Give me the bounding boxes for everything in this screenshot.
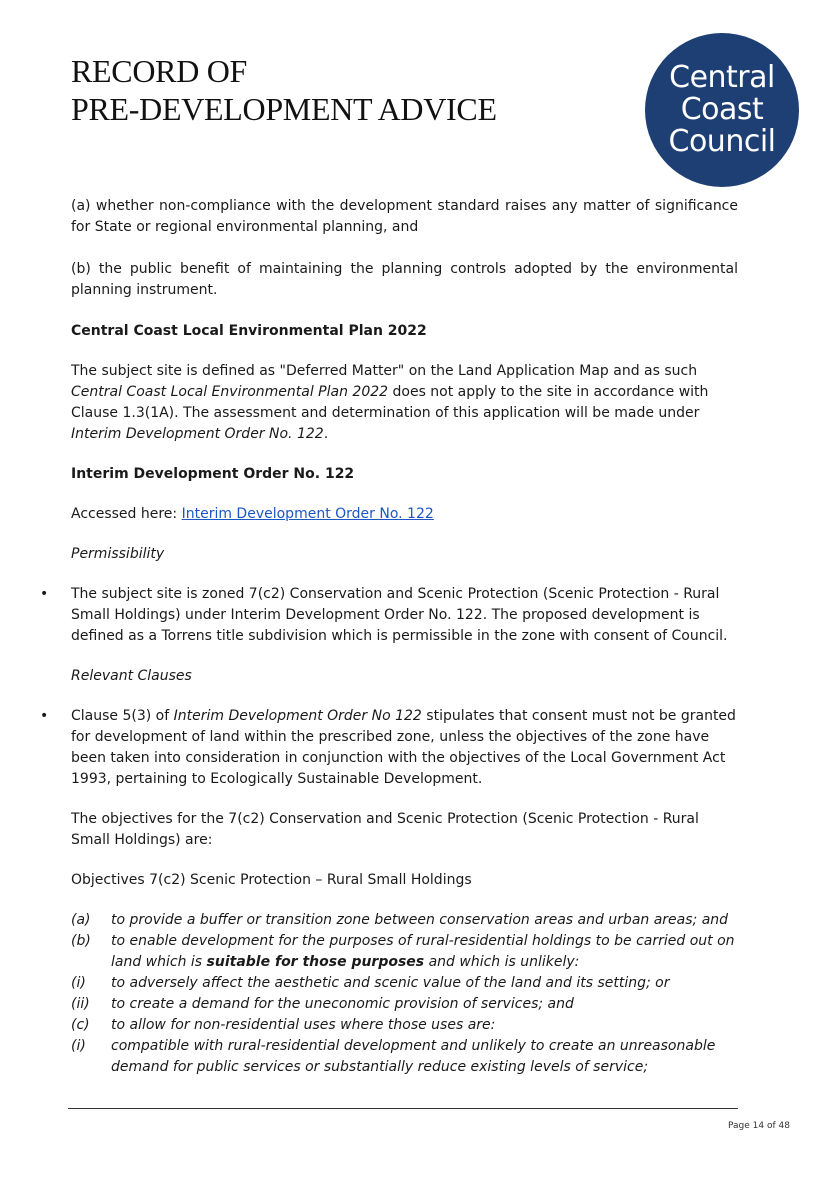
council-logo [645,33,799,187]
bullet-icon: • [40,708,49,724]
lep-text-2: does not apply to the site in accordance with Clause 1.3(1A). The assessment and determination of this application will be made under [71,384,709,421]
ido-link[interactable]: Interim Development Order No. 122 [181,506,434,522]
list-text: to allow for non-residential uses where those uses are: [111,1017,496,1033]
clause-ido-name: Interim Development Order No 122 [173,708,422,724]
clause-text-pre: Clause 5(3) of [71,708,174,724]
lep-paragraph [71,361,738,445]
bullet-zoning-text: The subject site is zoned 7(c2) Conservation and Scenic Protection (Scenic Protection - Rural Small Holdings) under Interim Development Order No. 122. The proposed development is defined as a Torrens title subdivision which is permissible in the zone with consent of Council. [71,586,728,644]
objectives-intro: The objectives for the 7(c2) Conservation and Scenic Protection (Scenic Protection - Rural Small Holdings) are: [71,811,699,848]
list-item [71,931,738,973]
list-label: (a) [71,912,91,928]
footer-divider [68,1108,738,1109]
list-label: (i) [71,975,86,991]
list-label: (i) [71,1038,86,1054]
page-number: Page 14 of 48 [728,1121,790,1131]
heading-lep: Central Coast Local Environmental Plan 2022 [71,323,427,339]
lep-plan-name: Central Coast Local Environmental Plan 2022 [71,384,389,400]
list-item [71,994,738,1015]
document-body [40,196,738,1078]
list-text: to provide a buffer or transition zone between conservation areas and urban areas; and [111,912,729,928]
list-text: to adversely affect the aesthetic and scenic value of the land and its setting; or [111,975,670,991]
objectives-list [71,910,738,1078]
list-label: (c) [71,1017,90,1033]
bullet-zoning [40,584,738,647]
lep-text-3: . [323,426,329,442]
lep-text-1: The subject site is defined as "Deferred Matter" on the Land Application Map and as such [71,363,698,379]
relevant-clauses-heading: Relevant Clauses [71,668,192,684]
list-text: to create a demand for the uneconomic provision of services; and [111,996,574,1012]
bullet-icon: • [40,586,49,602]
clause-text-post: stipulates that consent must not be granted for development of land within the prescribed zone, unless the objectives of the zone have been taken into consideration in conjunction with the objectives of the Local Government Act 1993, pertaining to Ecologically Sustainable Development. [71,708,736,787]
accessed-label: Accessed here: [71,506,182,522]
title-line-1: RECORD OF [71,53,248,89]
lep-ido-name: Interim Development Order No. 122 [71,426,324,442]
document-title [71,52,497,128]
paragraph-a: (a) whether non-compliance with the development standard raises any matter of significance for State or regional environmental planning, and [71,198,738,235]
list-text-bold: suitable for those purposes [206,954,425,970]
objectives-title: Objectives 7(c2) Scenic Protection – Rural Small Holdings [71,872,472,888]
list-text: and which is unlikely: [424,954,580,970]
bullet-clause [40,706,738,790]
bullet-clause-text [71,706,738,790]
list-text: to enable development for the purposes of rural-residential holdings to be carried out on land which is [111,933,735,970]
logo-line-3: Council [668,124,776,159]
list-item [71,1036,738,1078]
list-text: compatible with rural-residential development and unlikely to create an unreasonable demand for public services or substantially reduce existing levels of service; [111,1038,716,1075]
list-item [71,1015,738,1036]
list-label: (b) [71,933,91,949]
list-item [71,973,738,994]
permissibility-heading: Permissibility [71,546,165,562]
logo-line-1: Central [669,60,775,95]
list-label: (ii) [71,996,90,1012]
logo-line-2: Coast [680,92,764,127]
accessed-line [71,504,738,525]
heading-ido: Interim Development Order No. 122 [71,466,355,482]
title-line-2: PRE-DEVELOPMENT ADVICE [71,91,497,127]
list-item [71,910,738,931]
paragraph-b: (b) the public benefit of maintaining the planning controls adopted by the environmental planning instrument. [71,261,738,298]
